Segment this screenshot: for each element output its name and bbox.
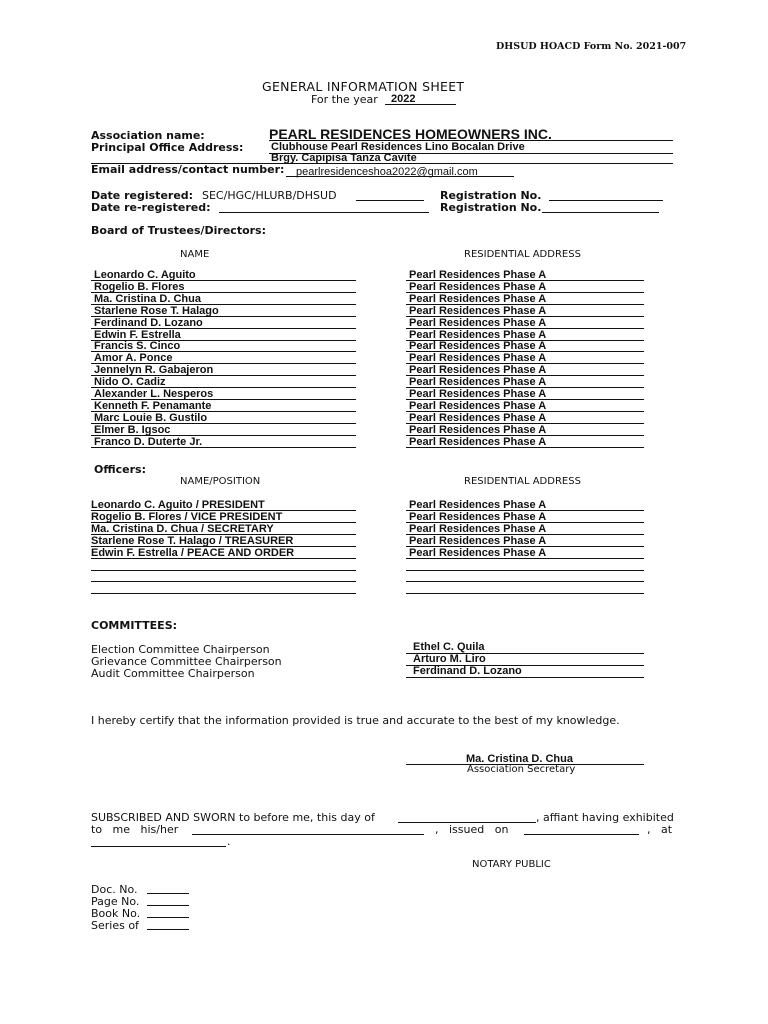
officer-row-address-underline xyxy=(406,558,644,559)
board-row-name: Marc Louie B. Gustilo xyxy=(94,411,208,424)
book-no-label: Book No. xyxy=(91,907,141,920)
jurat-line1-start: SUBSCRIBED AND SWORN to before me, this day of xyxy=(91,811,375,824)
committee-label: Grievance Committee Chairperson xyxy=(91,655,282,668)
officer-row-address: Pearl Residences Phase A xyxy=(409,510,547,523)
board-row-name: Starlene Rose T. Halago xyxy=(94,304,219,317)
doc-no-label: Doc. No. xyxy=(91,883,138,896)
email-label: Email address/contact number: xyxy=(91,163,285,176)
board-row-address-underline xyxy=(406,447,644,448)
board-row-address: Pearl Residences Phase A xyxy=(409,340,547,353)
board-row-name: Alexander L. Nesperos xyxy=(94,388,214,400)
officer-row-name-underline xyxy=(91,581,356,582)
date-registered-value: SEC/HGC/HLURB/DHSUD xyxy=(202,189,337,202)
registration-no-2-label: Registration No. xyxy=(440,201,542,214)
series-of-label: Series of xyxy=(91,919,139,932)
committees-heading: COMMITTEES: xyxy=(91,619,178,632)
committee-chairperson: Ethel C. Quila xyxy=(413,641,485,653)
year-label: For the year xyxy=(311,93,378,106)
officer-row-address: Pearl Residences Phase A xyxy=(409,522,547,535)
year-underline xyxy=(385,104,456,105)
board-row-name: Kenneth F. Penamante xyxy=(94,399,212,412)
board-row-address: Pearl Residences Phase A xyxy=(409,376,547,389)
office-address-underline-2 xyxy=(269,163,673,164)
board-row-address: Pearl Residences Phase A xyxy=(409,364,547,377)
date-reregistered-underline xyxy=(219,212,429,213)
officer-row-name: Edwin F. Estrella / PEACE AND ORDER xyxy=(91,546,295,559)
board-row-address: Pearl Residences Phase A xyxy=(409,316,547,329)
officer-row-address: Pearl Residences Phase A xyxy=(409,499,547,511)
book-no-underline xyxy=(147,917,189,918)
board-row-name: Elmer B. Igsoc xyxy=(94,423,171,436)
association-name-label: Association name: xyxy=(91,129,205,142)
board-row-address: Pearl Residences Phase A xyxy=(409,280,547,293)
date-registered-underline xyxy=(356,200,424,201)
board-row-address: Pearl Residences Phase A xyxy=(409,399,547,412)
board-row-address: Pearl Residences Phase A xyxy=(409,411,547,424)
association-name-value: PEARL RESIDENCES HOMEOWNERS INC. xyxy=(269,126,552,142)
board-row-address: Pearl Residences Phase A xyxy=(409,352,547,365)
notary-public-label: NOTARY PUBLIC xyxy=(472,859,551,870)
board-col-name: NAME xyxy=(180,249,210,260)
officer-row-address-underline xyxy=(406,593,644,594)
registration-no-label: Registration No. xyxy=(440,189,542,202)
officer-row-address-underline xyxy=(406,570,644,571)
board-row-name: Rogelio B. Flores xyxy=(94,280,185,293)
board-row-name-underline xyxy=(91,447,356,448)
committee-chairperson: Ferdinand D. Lozano xyxy=(413,665,522,677)
form-number: DHSUD HOACD Form No. 2021-007 xyxy=(496,41,687,52)
board-heading: Board of Trustees/Directors: xyxy=(91,224,267,237)
jurat-at: , at xyxy=(647,823,673,836)
series-of-underline xyxy=(147,929,189,930)
registration-no-underline xyxy=(549,200,663,201)
officer-row-name-underline xyxy=(91,558,356,559)
board-row-name: Nido O. Cadiz xyxy=(94,376,166,389)
committee-chairperson: Arturo M. Liro xyxy=(413,653,486,665)
board-row-name: Ma. Cristina D. Chua xyxy=(94,292,201,305)
committee-underline xyxy=(406,677,644,678)
jurat-issued-date-underline xyxy=(524,834,639,835)
board-row-address: Pearl Residences Phase A xyxy=(409,328,547,341)
board-row-address: Pearl Residences Phase A xyxy=(409,388,547,400)
officer-row-address: Pearl Residences Phase A xyxy=(409,534,547,547)
jurat-place-underline xyxy=(91,846,226,847)
jurat-period: . xyxy=(227,835,231,848)
page-title: GENERAL INFORMATION SHEET xyxy=(262,79,465,94)
officer-row-name: Starlene Rose T. Halago / TREASURER xyxy=(91,534,294,547)
board-row-name: Amor A. Ponce xyxy=(94,352,173,365)
officer-row-name: Ma. Cristina D. Chua / SECRETARY xyxy=(91,522,274,535)
date-registered-label: Date registered: xyxy=(91,189,194,202)
board-row-name: Ferdinand D. Lozano xyxy=(94,316,203,329)
date-reregistered-label: Date re-registered: xyxy=(91,201,211,214)
committee-label: Audit Committee Chairperson xyxy=(91,667,255,680)
board-row-address: Pearl Residences Phase A xyxy=(409,292,547,305)
officers-heading: Officers: xyxy=(94,463,146,476)
officer-row-address-underline xyxy=(406,581,644,582)
signatory-name: Ma. Cristina D. Chua xyxy=(466,753,573,765)
jurat-line1-end: , affiant having exhibited xyxy=(536,811,674,824)
email-underline xyxy=(286,176,514,177)
jurat-line2-start: to me his/her xyxy=(91,823,179,836)
board-row-address: Pearl Residences Phase A xyxy=(409,269,547,281)
board-row-name: Jennelyn R. Gabajeron xyxy=(94,364,214,377)
page-no-label: Page No. xyxy=(91,895,140,908)
page-no-underline xyxy=(147,905,189,906)
board-row-name: Franco D. Duterte Jr. xyxy=(94,435,203,448)
year-value: 2022 xyxy=(391,93,416,105)
officer-row-name-underline xyxy=(91,570,356,571)
jurat-issued-on: , issued on xyxy=(435,823,509,836)
board-row-address: Pearl Residences Phase A xyxy=(409,435,547,448)
doc-no-underline xyxy=(147,893,189,894)
officers-col-address: RESIDENTIAL ADDRESS xyxy=(464,476,581,487)
office-address-label: Principal Office Address: xyxy=(91,141,244,154)
officer-row-name: Rogelio B. Flores / VICE PRESIDENT xyxy=(91,510,283,523)
signatory-title: Association Secretary xyxy=(467,764,576,775)
board-row-address: Pearl Residences Phase A xyxy=(409,423,547,436)
board-col-address: RESIDENTIAL ADDRESS xyxy=(464,249,581,260)
certification-text: I hereby certify that the information provided is true and accurate to the best of my knowledge. xyxy=(91,714,620,727)
committee-label: Election Committee Chairperson xyxy=(91,643,270,656)
officer-row-name-underline xyxy=(91,593,356,594)
office-address-line1: Clubhouse Pearl Residences Lino Bocalan Drive xyxy=(271,141,525,153)
office-address-line2: Brgy. Capipisa Tanza Cavite xyxy=(271,152,417,164)
officers-col-name: NAME/POSITION xyxy=(180,476,261,487)
board-row-name: Francis S. Cinco xyxy=(94,340,181,353)
email-value: pearlresidenceshoa2022@gmail.com xyxy=(296,166,478,178)
officer-row-name: Leonardo C. Aguito / PRESIDENT xyxy=(91,499,265,511)
board-row-name: Leonardo C. Aguito xyxy=(94,269,196,281)
board-row-address: Pearl Residences Phase A xyxy=(409,304,547,317)
board-row-name: Edwin F. Estrella xyxy=(94,328,181,341)
registration-no-2-underline xyxy=(542,212,659,213)
officer-row-address: Pearl Residences Phase A xyxy=(409,546,547,559)
